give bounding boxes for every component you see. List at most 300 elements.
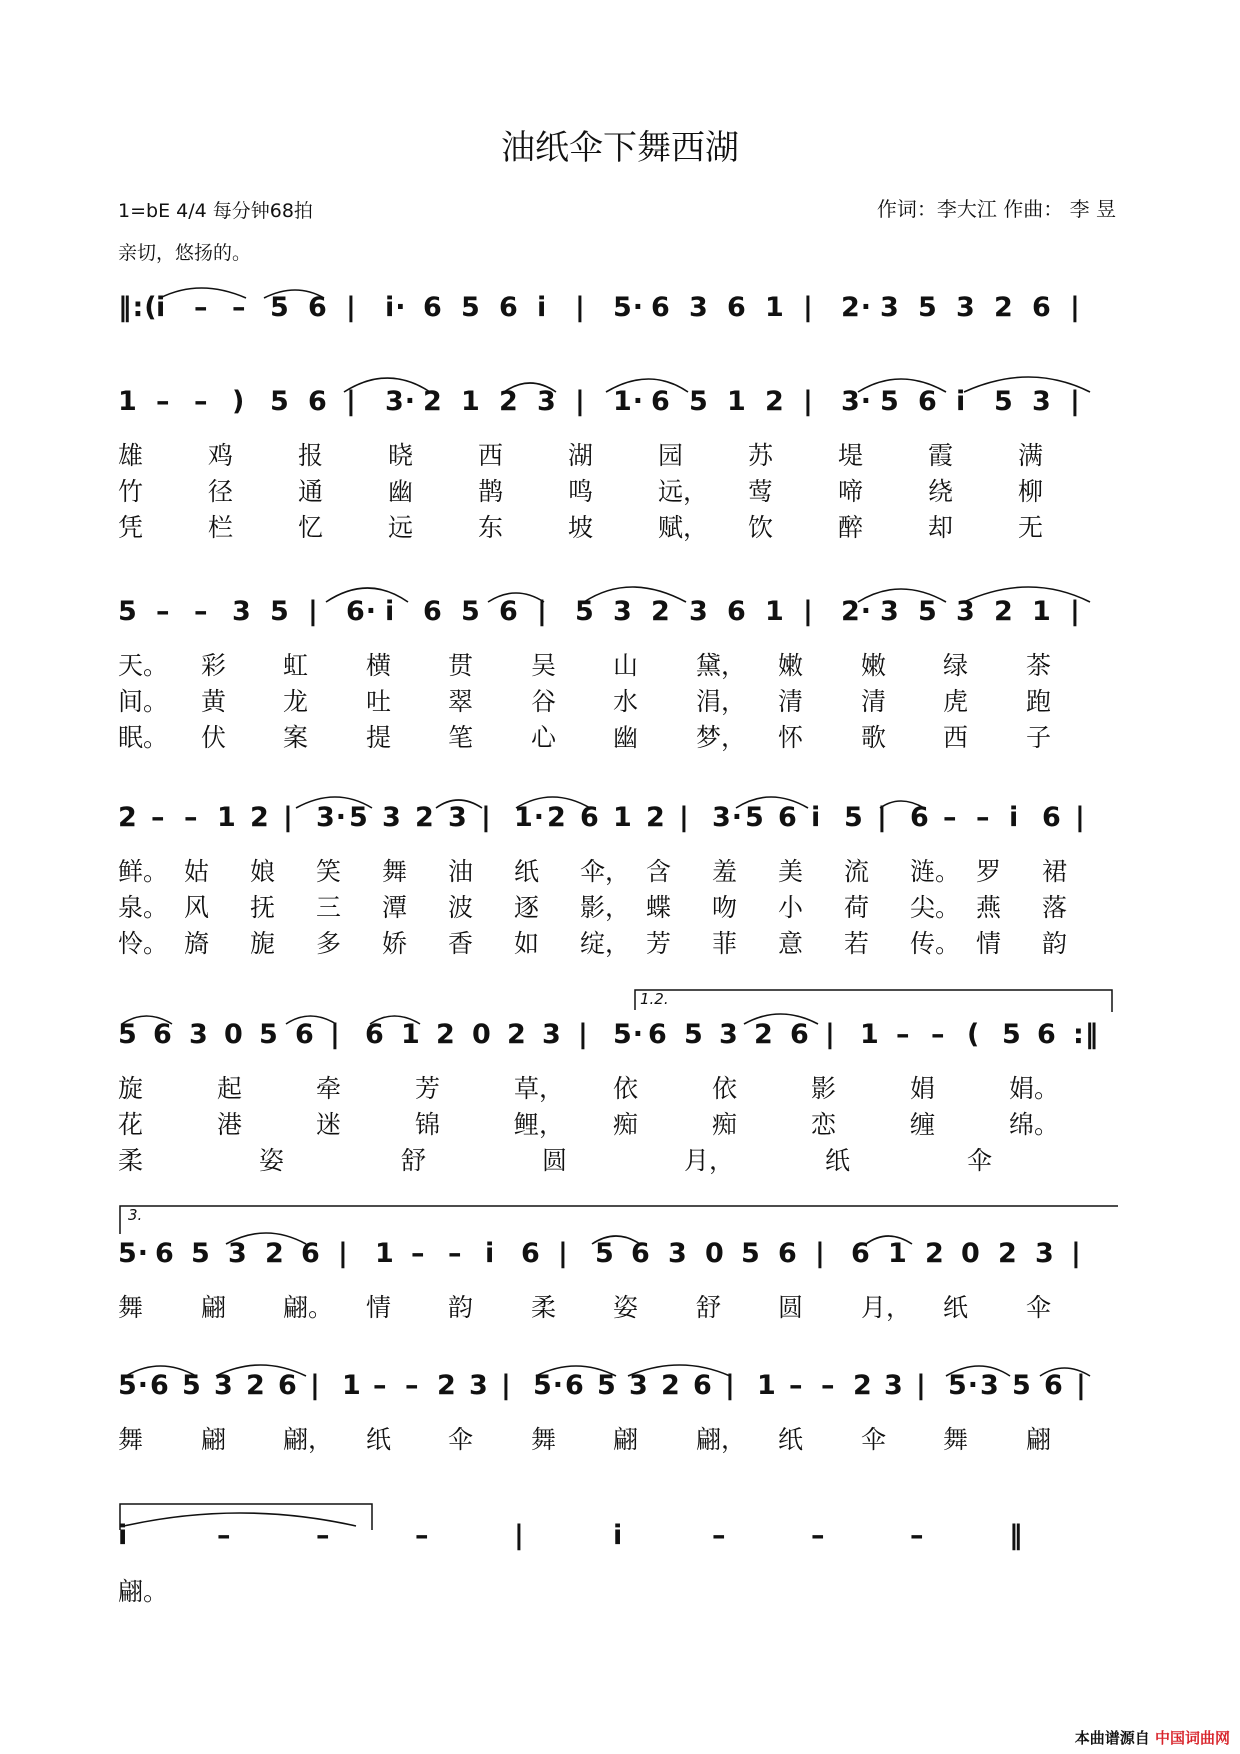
note: 5	[684, 1019, 704, 1050]
note: 1	[217, 802, 237, 833]
lyric-char: 栏	[208, 513, 234, 542]
note: 6	[521, 1238, 541, 1269]
note: 6	[1032, 292, 1052, 323]
lyric-char: 吴	[531, 651, 557, 680]
bar-line: |	[1070, 596, 1081, 627]
note: 3	[542, 1019, 562, 1050]
slur	[226, 1233, 306, 1244]
volta-label-first: 1.2.	[640, 990, 669, 1008]
slur	[326, 588, 408, 602]
note: 2	[437, 1370, 457, 1401]
note: 5	[745, 802, 765, 833]
bar-line: |	[346, 386, 357, 417]
lyric-char: 小	[778, 893, 804, 922]
note: 5	[182, 1370, 202, 1401]
lyric-char: 旋	[118, 1074, 144, 1103]
note: i	[956, 386, 967, 417]
lyric-char: 谷	[531, 687, 557, 716]
note: 6	[295, 1019, 315, 1050]
note: –	[184, 802, 199, 833]
note: 5·	[533, 1370, 565, 1401]
note: i	[811, 802, 822, 833]
lyric-char: 翩，	[696, 1425, 747, 1454]
lyric-char: 报	[298, 441, 324, 470]
slur	[124, 1513, 356, 1526]
lyric-char: 龙	[283, 687, 309, 716]
lyric-char: 涓，	[696, 687, 747, 716]
lyric-char: 逐	[514, 893, 540, 922]
note: i	[118, 1520, 129, 1551]
lyric-char: 笔	[448, 723, 474, 752]
note: –	[931, 1019, 946, 1050]
bar-line: |	[803, 386, 814, 417]
note: –	[151, 802, 166, 833]
bar-line: |	[877, 802, 888, 833]
lyric-char: 含	[646, 857, 672, 886]
note: i	[613, 1520, 624, 1551]
note: 6	[278, 1370, 298, 1401]
bar-line: :‖	[1073, 1019, 1100, 1050]
lyric-char: 纸	[778, 1425, 804, 1454]
lyric-char: 裙	[1042, 857, 1068, 886]
note: 1·	[514, 802, 546, 833]
lyric-char: 月，	[861, 1293, 912, 1322]
lyric-char: 间。	[118, 687, 169, 716]
bar-line: |	[1070, 292, 1081, 323]
lyric-char: 翩。	[118, 1577, 169, 1606]
lyric-char: 情	[366, 1293, 392, 1322]
note: 2	[436, 1019, 456, 1050]
note: 6	[499, 292, 519, 323]
note: –	[415, 1520, 430, 1551]
lyric-char: 流	[844, 857, 870, 886]
lyric-char: 伞	[1026, 1293, 1052, 1322]
lyric-char: 怀	[778, 723, 804, 752]
bar-line: |	[537, 596, 548, 627]
note: 5·	[613, 292, 645, 323]
bar-line: |	[346, 292, 357, 323]
note: 6	[565, 1370, 585, 1401]
note: 6	[301, 1238, 321, 1269]
note: 1	[860, 1019, 880, 1050]
note: 5·	[613, 1019, 645, 1050]
note: 3	[537, 386, 557, 417]
lyric-char: 舞	[943, 1425, 969, 1454]
bar-line: |	[578, 1019, 589, 1050]
bar-line: |	[803, 292, 814, 323]
lyric-char: 舞	[118, 1293, 144, 1322]
bar-line: |	[514, 1520, 525, 1551]
note: 3	[980, 1370, 1000, 1401]
lyric-char: 若	[844, 929, 870, 958]
note: 5	[259, 1019, 279, 1050]
note: 2	[423, 386, 443, 417]
lyric-char: 翩。	[283, 1293, 334, 1322]
lyric-char: 香	[448, 929, 474, 958]
note: 6	[651, 292, 671, 323]
lyric-char: 情	[976, 929, 1002, 958]
lyric-char: 嫩	[778, 651, 804, 680]
lyric-char: 湖	[568, 441, 594, 470]
lyric-char: 幽	[388, 477, 414, 506]
note: 6·	[346, 596, 378, 627]
lyric-char: 舞	[382, 857, 408, 886]
lyric-char: 油	[448, 857, 474, 886]
note: 5	[270, 292, 290, 323]
note: 5	[595, 1238, 615, 1269]
lyric-char: 娟。	[1009, 1074, 1060, 1103]
note: 5	[349, 802, 369, 833]
note: 6	[580, 802, 600, 833]
note: 3	[880, 596, 900, 627]
note: 3	[448, 802, 468, 833]
note: i	[385, 596, 396, 627]
slur	[122, 1016, 172, 1024]
slur	[606, 379, 688, 392]
note: 6	[365, 1019, 385, 1050]
note: 5	[461, 596, 481, 627]
lyric-char: 吐	[366, 687, 392, 716]
note: 2	[853, 1370, 873, 1401]
lyric-char: 彩	[201, 651, 227, 680]
bar-line: ‖:(	[118, 292, 158, 323]
note: 2	[265, 1238, 285, 1269]
bar-line: |	[338, 1238, 349, 1269]
note: 3	[382, 802, 402, 833]
lyric-char: 痴	[712, 1110, 738, 1139]
note: 5	[118, 596, 138, 627]
lyric-char: 嫩	[861, 651, 887, 680]
note: –	[448, 1238, 463, 1269]
slur	[736, 797, 808, 808]
lyric-char: 绕	[928, 477, 954, 506]
note: 5	[575, 596, 595, 627]
note: 5	[689, 386, 709, 417]
note: 2	[994, 292, 1014, 323]
lyric-char: 波	[448, 893, 474, 922]
bar-line: |	[725, 1370, 736, 1401]
slur	[880, 801, 924, 808]
note: i	[537, 292, 548, 323]
lyric-char: 涟。	[910, 857, 961, 886]
slur	[264, 290, 324, 298]
lyric-char: 影	[811, 1074, 837, 1103]
note: 2	[507, 1019, 527, 1050]
bar-line: |	[1071, 1238, 1082, 1269]
slur	[1040, 1368, 1090, 1376]
note: 2	[246, 1370, 266, 1401]
lyric-char: 笑	[316, 857, 342, 886]
note: 6	[1037, 1019, 1057, 1050]
lyric-char: 鲜。	[118, 857, 169, 886]
lyric-char: 伞	[448, 1425, 474, 1454]
lyric-char: 园	[658, 441, 684, 470]
lyric-char: 雄	[118, 441, 144, 470]
lyric-char: 赋，	[658, 513, 709, 542]
lyric-char: 影，	[580, 893, 631, 922]
slur	[296, 797, 372, 808]
lyric-char: 伏	[201, 723, 227, 752]
lyric-char: 满	[1018, 441, 1044, 470]
bar-line: |	[310, 1370, 321, 1401]
note: 0	[472, 1019, 492, 1050]
slur	[370, 1016, 420, 1024]
lyric-char: 翩	[201, 1425, 227, 1454]
lyric-char: 翠	[448, 687, 474, 716]
note: 6	[155, 1238, 175, 1269]
note: 3	[668, 1238, 688, 1269]
lyric-char: 圆	[542, 1146, 568, 1175]
note: 2	[651, 596, 671, 627]
slur	[592, 1236, 640, 1244]
lyric-char: 通	[298, 477, 324, 506]
note: 5	[270, 386, 290, 417]
note: –	[194, 292, 209, 323]
note: 6	[910, 802, 930, 833]
bar-line: |	[1076, 1370, 1087, 1401]
note: 1	[1032, 596, 1052, 627]
bar-line: |	[916, 1370, 927, 1401]
note: 1	[342, 1370, 362, 1401]
note: 5	[918, 292, 938, 323]
key-tempo-info: 1=bE 4/4 每分钟68拍	[118, 200, 313, 222]
lyric-char: 醉	[838, 513, 864, 542]
note: 6	[648, 1019, 668, 1050]
lyric-char: 径	[208, 477, 234, 506]
note: i	[485, 1238, 496, 1269]
lyric-char: 如	[514, 929, 540, 958]
lyric-char: 饮	[748, 513, 774, 542]
bar-line: |	[1070, 386, 1081, 417]
lyric-char: 西	[943, 723, 969, 752]
lyric-char: 横	[366, 651, 392, 680]
note: 3	[719, 1019, 739, 1050]
slur	[744, 1014, 818, 1024]
note: 1	[401, 1019, 421, 1050]
lyric-char: 羞	[712, 857, 738, 886]
note: )	[232, 386, 246, 417]
note: 5	[191, 1238, 211, 1269]
note: 6	[727, 292, 747, 323]
bar-line: |	[330, 1019, 341, 1050]
lyric-char: 缠	[910, 1110, 936, 1139]
note: –	[910, 1520, 925, 1551]
lyric-char: 旖	[184, 929, 210, 958]
lyric-char: 歌	[861, 723, 887, 752]
note: 1	[375, 1238, 395, 1269]
note: 5	[1012, 1370, 1032, 1401]
note: –	[405, 1370, 420, 1401]
bar-line: |	[283, 802, 294, 833]
lyric-char: 竹	[118, 477, 144, 506]
note: 2	[547, 802, 567, 833]
lyric-char: 远	[388, 513, 414, 542]
note: 2	[765, 386, 785, 417]
note: 3	[629, 1370, 649, 1401]
lyric-char: 茶	[1026, 651, 1052, 680]
note: 5	[461, 292, 481, 323]
note: –	[943, 802, 958, 833]
lyric-char: 传。	[910, 929, 961, 958]
note: 6	[631, 1238, 651, 1269]
final-bracket	[120, 1504, 372, 1530]
lyric-char: 西	[478, 441, 504, 470]
lyric-char: 芳	[415, 1074, 441, 1103]
note: 1	[613, 802, 633, 833]
lyric-char: 尖。	[910, 893, 961, 922]
note: 6	[499, 596, 519, 627]
lyric-char: 心	[531, 723, 557, 752]
bar-line: |	[481, 802, 492, 833]
note: 3	[956, 596, 976, 627]
note: 6	[778, 1238, 798, 1269]
slur	[584, 587, 686, 602]
lyric-char: 旎	[250, 929, 276, 958]
lyric-char: 意	[778, 929, 804, 958]
note: –	[712, 1520, 727, 1551]
lyric-char: 落	[1042, 893, 1068, 922]
bar-line: |	[803, 596, 814, 627]
note: –	[156, 386, 171, 417]
lyric-char: 锦	[415, 1110, 441, 1139]
note: –	[373, 1370, 388, 1401]
note: 5·	[948, 1370, 980, 1401]
note: 5	[270, 596, 290, 627]
lyric-char: 韵	[448, 1293, 474, 1322]
note: 5	[844, 802, 864, 833]
note: 2	[415, 802, 435, 833]
note: 5	[880, 386, 900, 417]
note: 0	[961, 1238, 981, 1269]
lyric-char: 晓	[388, 441, 414, 470]
lyric-char: 蝶	[646, 893, 672, 922]
lyric-char: 吻	[712, 893, 738, 922]
note: 6	[918, 386, 938, 417]
lyric-char: 舒	[696, 1293, 722, 1322]
slur	[488, 593, 544, 602]
lyric-char: 菲	[712, 929, 738, 958]
note: 2	[250, 802, 270, 833]
note: –	[217, 1520, 232, 1551]
note: 0	[705, 1238, 725, 1269]
note: 3·	[712, 802, 744, 833]
note: 2	[118, 802, 138, 833]
lyric-char: 美	[778, 857, 804, 886]
lyric-char: 芳	[646, 929, 672, 958]
note: –	[316, 1520, 331, 1551]
note: 2·	[841, 292, 873, 323]
lyric-char: 忆	[298, 513, 324, 542]
note: 5·	[118, 1238, 150, 1269]
lyric-char: 燕	[976, 893, 1002, 922]
note: 3	[1032, 386, 1052, 417]
lyric-char: 花	[118, 1110, 144, 1139]
note: 6	[153, 1019, 173, 1050]
bar-line: |	[825, 1019, 836, 1050]
lyric-char: 幽	[613, 723, 639, 752]
page-title: 油纸伞下舞西湖	[501, 128, 739, 168]
note: 2	[754, 1019, 774, 1050]
lyric-char: 依	[712, 1074, 738, 1103]
lyric-char: 起	[217, 1074, 243, 1103]
lyric-char: 山	[613, 651, 639, 680]
lyric-char: 姿	[613, 1293, 639, 1322]
lyric-char: 姿	[259, 1146, 285, 1175]
note: –	[821, 1370, 836, 1401]
lyric-char: 草，	[514, 1074, 565, 1103]
lyric-char: 绽，	[580, 929, 631, 958]
lyric-char: 梦，	[696, 723, 747, 752]
note: 3	[232, 596, 252, 627]
slur	[216, 1365, 306, 1376]
lyric-char: 跑	[1026, 687, 1052, 716]
note: 3	[880, 292, 900, 323]
lyric-char: 霞	[928, 441, 954, 470]
bar-line: |	[575, 386, 586, 417]
lyric-char: 港	[217, 1110, 243, 1139]
lyric-char: 绿	[943, 651, 969, 680]
lyric-char: 罗	[976, 857, 1002, 886]
slur	[946, 1366, 1010, 1376]
lyric-char: 舞	[118, 1425, 144, 1454]
lyric-char: 清	[861, 687, 887, 716]
note: 5	[918, 596, 938, 627]
slur	[516, 797, 590, 808]
lyric-char: 无	[1018, 513, 1044, 542]
footer-prefix: 本曲谱源自	[1074, 1729, 1150, 1747]
note: –	[789, 1370, 804, 1401]
lyric-char: 多	[316, 929, 342, 958]
bar-line: |	[558, 1238, 569, 1269]
note: 3	[189, 1019, 209, 1050]
note: 1	[765, 596, 785, 627]
lyric-char: 泉。	[118, 893, 169, 922]
lyric-char: 姑	[184, 857, 210, 886]
note: –	[194, 386, 209, 417]
lyric-char: 东	[478, 513, 504, 542]
lyric-char: 伞	[861, 1425, 887, 1454]
note: 1	[888, 1238, 908, 1269]
note: (	[967, 1019, 981, 1050]
note: 0	[224, 1019, 244, 1050]
bar-line: ‖	[1009, 1520, 1024, 1551]
lyric-char: 纸	[943, 1293, 969, 1322]
note: 3	[469, 1370, 489, 1401]
note: 2	[499, 386, 519, 417]
note: 6	[423, 292, 443, 323]
lyric-char: 贯	[448, 651, 474, 680]
note: 6	[423, 596, 443, 627]
footer-site-link[interactable]: 中国词曲网	[1154, 1729, 1230, 1747]
note: 6	[1044, 1370, 1064, 1401]
lyric-char: 舒	[401, 1146, 427, 1175]
bar-line: |	[501, 1370, 512, 1401]
credits: 作词：李大江 作曲： 李 昱	[876, 197, 1116, 221]
lyric-char: 黄	[201, 687, 227, 716]
lyric-char: 抚	[250, 893, 276, 922]
lyric-char: 柔	[118, 1146, 144, 1175]
note: 2	[925, 1238, 945, 1269]
lyric-char: 翩	[1026, 1425, 1052, 1454]
note: 2·	[841, 596, 873, 627]
lyric-char: 伞，	[580, 857, 631, 886]
note: 3·	[841, 386, 873, 417]
note: –	[976, 802, 991, 833]
note: i·	[385, 292, 407, 323]
lyric-char: 柳	[1018, 477, 1044, 506]
lyric-char: 月，	[684, 1146, 735, 1175]
lyric-char: 翩，	[283, 1425, 334, 1454]
